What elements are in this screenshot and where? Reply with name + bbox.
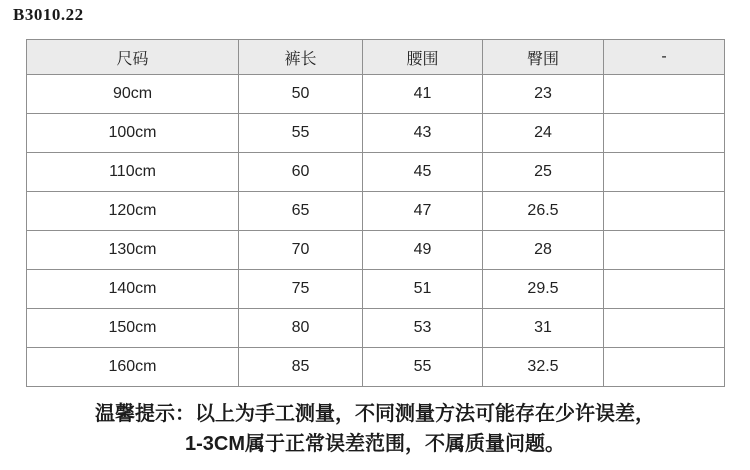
table-cell xyxy=(604,114,725,153)
table-cell: 85 xyxy=(239,348,363,387)
table-cell: 53 xyxy=(363,309,483,348)
table-row xyxy=(27,348,725,387)
size-chart-body xyxy=(27,75,725,387)
size-chart-header-row xyxy=(27,40,725,75)
table-cell: 31 xyxy=(483,309,604,348)
table-row xyxy=(27,192,725,231)
table-cell: 150cm xyxy=(27,309,239,348)
table-cell xyxy=(604,153,725,192)
table-cell xyxy=(604,231,725,270)
header-cell-3: 臀围 xyxy=(483,40,604,75)
header-cell-1: 裤长 xyxy=(239,40,363,75)
table-cell: 23 xyxy=(483,75,604,114)
table-cell: 80 xyxy=(239,309,363,348)
table-cell: 49 xyxy=(363,231,483,270)
header-cell-4: - xyxy=(604,40,725,75)
table-cell: 26.5 xyxy=(483,192,604,231)
table-cell xyxy=(604,348,725,387)
table-cell: 60 xyxy=(239,153,363,192)
table-row xyxy=(27,270,725,309)
table-cell: 140cm xyxy=(27,270,239,309)
table-cell: 120cm xyxy=(27,192,239,231)
table-cell: 90cm xyxy=(27,75,239,114)
table-cell: 65 xyxy=(239,192,363,231)
table-cell: 70 xyxy=(239,231,363,270)
table-cell xyxy=(604,192,725,231)
table-cell: 28 xyxy=(483,231,604,270)
header-cell-2: 腰围 xyxy=(363,40,483,75)
table-cell xyxy=(604,309,725,348)
table-cell: 55 xyxy=(239,114,363,153)
page-title: B3010.22 xyxy=(13,5,84,24)
table-row xyxy=(27,231,725,270)
table-cell: 43 xyxy=(363,114,483,153)
table-cell xyxy=(604,75,725,114)
table-cell: 50 xyxy=(239,75,363,114)
measurement-note xyxy=(0,399,750,459)
table-cell: 160cm xyxy=(27,348,239,387)
table-row xyxy=(27,309,725,348)
table-cell: 55 xyxy=(363,348,483,387)
note-line-1: 温馨提示：以上为手工测量，不同测量方法可能存在少许误差， xyxy=(95,403,655,425)
table-cell: 110cm xyxy=(27,153,239,192)
table-cell: 75 xyxy=(239,270,363,309)
table-cell: 25 xyxy=(483,153,604,192)
table-cell: 47 xyxy=(363,192,483,231)
table-cell: 45 xyxy=(363,153,483,192)
table-cell: 41 xyxy=(363,75,483,114)
size-chart-table xyxy=(26,39,725,387)
header-cell-0: 尺码 xyxy=(27,40,239,75)
table-cell: 130cm xyxy=(27,231,239,270)
table-row xyxy=(27,75,725,114)
table-cell: 24 xyxy=(483,114,604,153)
table-cell: 51 xyxy=(363,270,483,309)
table-cell: 29.5 xyxy=(483,270,604,309)
table-cell: 32.5 xyxy=(483,348,604,387)
table-row xyxy=(27,153,725,192)
table-cell: 100cm xyxy=(27,114,239,153)
table-row xyxy=(27,114,725,153)
table-cell xyxy=(604,270,725,309)
note-line-2: 1-3CM属于正常误差范围，不属质量问题。 xyxy=(184,433,565,455)
